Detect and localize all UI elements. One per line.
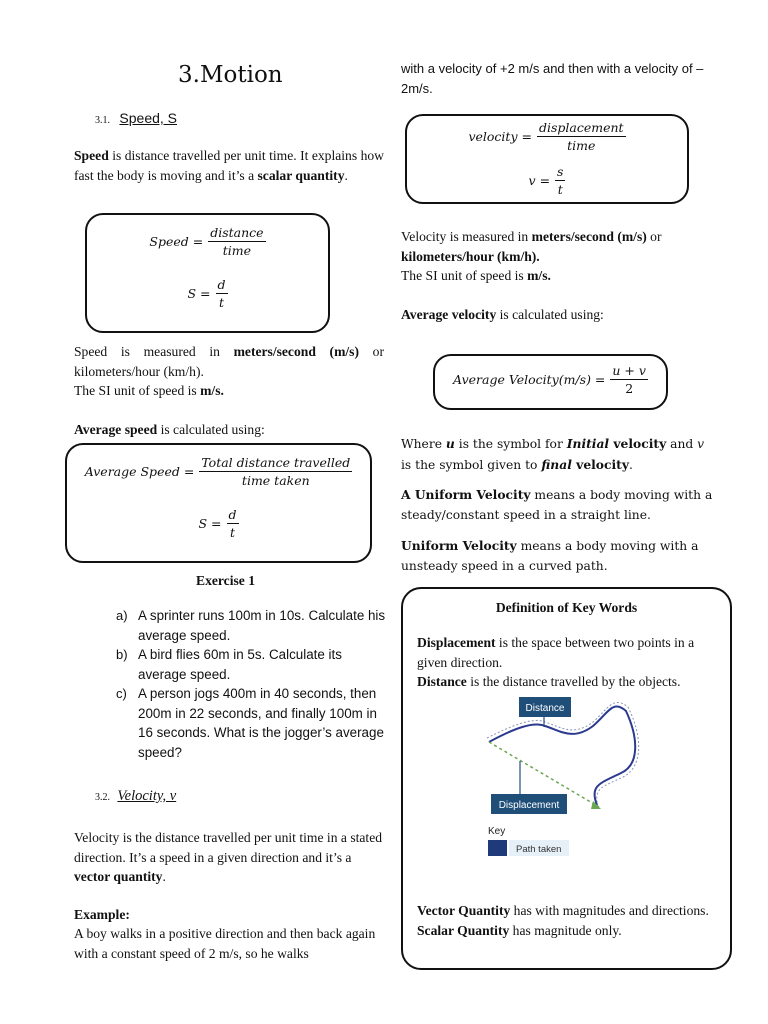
text: Speed is measured in [74,344,234,359]
list-marker: b) [116,647,128,662]
denominator: t [557,182,563,197]
section-number: 3.1. [95,115,110,126]
formula [67,507,370,540]
term: Average speed [74,422,158,437]
uniform-velocity-definition [401,485,716,525]
term: scalar quantity [257,167,345,183]
numerator: d [228,507,237,522]
term: vector quantity [74,869,163,884]
list-text: A sprinter runs 100m in 10s. Calculate his average speed. [138,608,386,643]
term: meters/second (m/s) [531,229,647,244]
average-velocity-formula-box [433,354,668,410]
term: Distance [417,674,467,689]
text: . [344,167,348,183]
text: or [646,229,662,244]
denominator: t [218,295,225,310]
velocity-symbols [401,434,716,475]
section-speed-heading [95,110,177,127]
velocity-definition [74,828,384,887]
numerator: d [217,277,226,292]
term: Scalar Quantity [417,922,510,938]
text: means a body moving with a unsteady speed in a curved path. [401,539,699,573]
term: Initial [566,436,610,451]
displacement-label: Displacement [498,800,560,811]
formula-lhs: Average Velocity(m/s) = [453,372,606,387]
average-speed-intro [74,420,265,440]
term: A Uniform Velocity [401,487,531,502]
term: velocity [571,456,629,472]
text: is the symbol given to [401,457,542,472]
text: The SI unit of speed is [401,268,528,283]
exercise-title: Exercise 1 [196,573,256,588]
symbol: v [697,437,705,451]
velocity-units [401,227,716,286]
formula [407,120,687,153]
term: Average velocity [401,307,497,322]
numerator: Total distance travelled [201,455,351,470]
key-label: Key [488,826,506,837]
text: is the space between two points in a given direction. [417,635,695,670]
velocity-formula-box [405,114,689,204]
numerator: distance [210,225,264,240]
section-title: Velocity, v [117,788,177,804]
numerator: u + v [612,363,646,378]
term: Vector Quantity [417,903,511,918]
list-text: A bird flies 60m in 5s. Calculate its average speed. [138,647,342,682]
formula-lhs: Speed = [149,234,204,249]
formula [87,225,328,258]
distance-label: Distance [525,703,565,714]
section-number: 3.2. [95,792,110,803]
average-velocity-intro [401,305,604,325]
speed-units [74,342,384,401]
list-item [116,645,386,684]
example-text-continued: with a velocity of +2 m/s and then with a velocity of –2m/s. [401,61,704,96]
term: final [541,456,572,472]
quantity-definitions [417,901,717,940]
symbol: u [445,436,455,451]
key-words-title: Definition of Key Words [495,600,638,615]
page-title: 3.Motion [178,62,283,88]
text: Velocity is the distance travelled per unit time in a stated direction. It’s a speed in a given direction and it’s a [74,830,383,865]
text: is the symbol for [454,437,567,451]
denominator: 2 [625,381,634,396]
text: or kilometers/hour (km/h). [74,344,384,379]
speed-definition [74,146,384,185]
text: means a body moving with a steady/constant speed in a straight line. [401,488,713,522]
numerator: displacement [538,120,624,135]
displacement-definition [417,633,717,692]
section-velocity-heading [95,788,176,805]
text: is calculated using: [157,422,265,437]
denominator: time [222,243,252,258]
list-marker: c) [116,686,127,701]
list-item [116,606,386,645]
formula-lhs: v = [528,173,551,188]
list-text: A person jogs 400m in 40 seconds, then 200m in 22 seconds, and finally 100m in 16 seconds. What is the jogger’s average speed? [138,686,384,760]
term: m/s. [200,383,224,398]
formula [435,363,666,396]
list-marker: a) [116,608,128,623]
term: meters/second (m/s) [233,344,359,359]
term: m/s. [527,268,551,283]
average-speed-formula-box [65,443,372,563]
text: is the distance travelled by the objects. [466,674,681,689]
formula [67,455,370,488]
term: velocity [609,436,667,451]
formula [87,277,328,310]
distance-displacement-diagram [483,697,663,867]
text: Velocity is measured in [401,229,532,244]
term: Speed [74,148,109,163]
exercise-list [116,606,386,762]
text: is distance travelled per unit time. It explains how fast the body is moving and it’s a [74,148,384,183]
speed-formula-box [85,213,330,333]
formula-lhs: Average Speed = [84,464,195,479]
example-text: A boy walks in a positive direction and then back again with a constant speed of 2 m/s, so he walks [74,926,376,961]
formula [407,164,687,197]
numerator: s [557,164,564,179]
text: . [629,457,633,472]
formula-lhs: velocity = [468,129,532,144]
term: Displacement [417,635,496,650]
formula-lhs: S = [187,286,211,301]
section-title: Speed, S [119,110,178,126]
formula-lhs: S = [198,516,222,531]
list-item [116,684,386,762]
denominator: t [229,525,236,540]
text: . [162,869,166,884]
text: has with magnitudes and directions. [510,903,709,918]
example-label: Example: [74,907,130,922]
path-key-swatch [488,840,507,856]
text: The SI unit of speed is [74,383,201,398]
denominator: time [567,138,596,153]
denominator: time taken [241,473,310,488]
text: Where [401,437,446,451]
term: kilometers/hour (km/h). [401,248,540,264]
term: Uniform Velocity [401,538,517,553]
text: has magnitude only. [509,922,622,938]
text: is calculated using: [496,307,604,322]
text: and [666,437,698,451]
non-uniform-velocity-definition [401,536,716,576]
key-words-box [401,587,732,970]
path-key-label: Path taken [516,844,562,855]
